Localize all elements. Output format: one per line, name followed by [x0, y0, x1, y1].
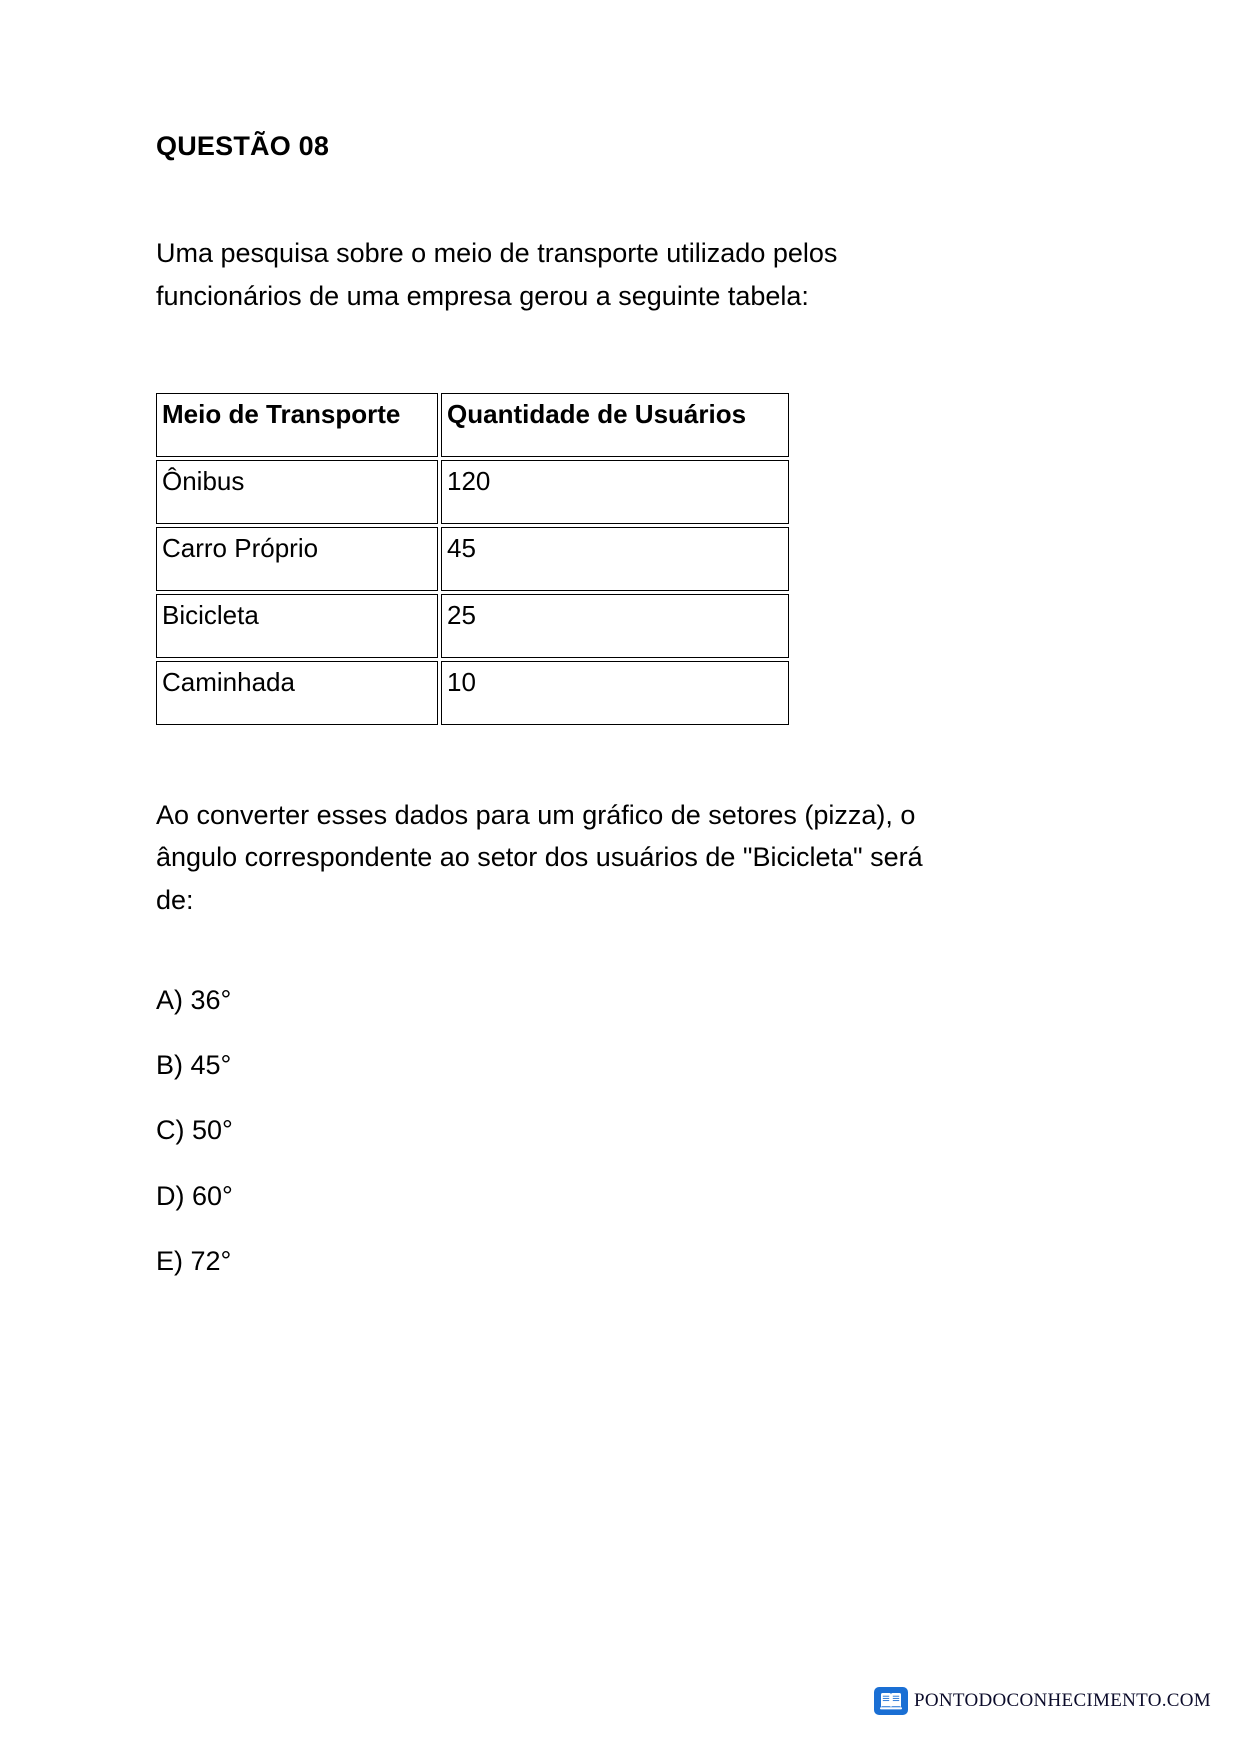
answer-option-c[interactable]: C) 50° [156, 1115, 233, 1146]
table-body [156, 460, 789, 725]
answer-option-d[interactable]: D) 60° [156, 1180, 233, 1211]
table-row [156, 661, 789, 725]
watermark [874, 1687, 1211, 1715]
transport-table-container [156, 318, 1116, 728]
cell-transport: Bicicleta [156, 594, 438, 658]
document-content [156, 0, 1116, 1311]
cell-quantity: 45 [441, 527, 789, 591]
cell-quantity: 10 [441, 661, 789, 725]
answer-options-list [156, 922, 1116, 1278]
cell-transport: Carro Próprio [156, 527, 438, 591]
table-row [156, 460, 789, 524]
book-icon [874, 1687, 908, 1715]
table-header-row [156, 393, 789, 457]
table-head [156, 393, 789, 457]
table-row [156, 527, 789, 591]
answer-option-a[interactable]: A) 36° [156, 984, 232, 1015]
table-row [156, 594, 789, 658]
page-title: QUESTÃO 08 [156, 131, 330, 161]
watermark-text: PONTODOCONHECIMENTO.COM [913, 1690, 1211, 1711]
answer-option-e[interactable]: E) 72° [156, 1246, 232, 1277]
column-header-transport: Meio de Transporte [156, 393, 438, 457]
transport-table [153, 390, 792, 728]
column-header-quantity: Quantidade de Usuários [441, 393, 789, 457]
cell-transport: Caminhada [156, 661, 438, 725]
intro-paragraph: Uma pesquisa sobre o meio de transporte utilizado pelos funcionários de uma empresa gerou a seguinte tabela: [156, 238, 838, 312]
question-paragraph: Ao converter esses dados para um gráfico de setores (pizza), o ângulo correspondente ao setor dos usuários de "Bicicleta" será de: [156, 799, 923, 916]
cell-quantity: 25 [441, 594, 789, 658]
cell-quantity: 120 [441, 460, 789, 524]
answer-option-b[interactable]: B) 45° [156, 1050, 232, 1081]
cell-transport: Ônibus [156, 460, 438, 524]
